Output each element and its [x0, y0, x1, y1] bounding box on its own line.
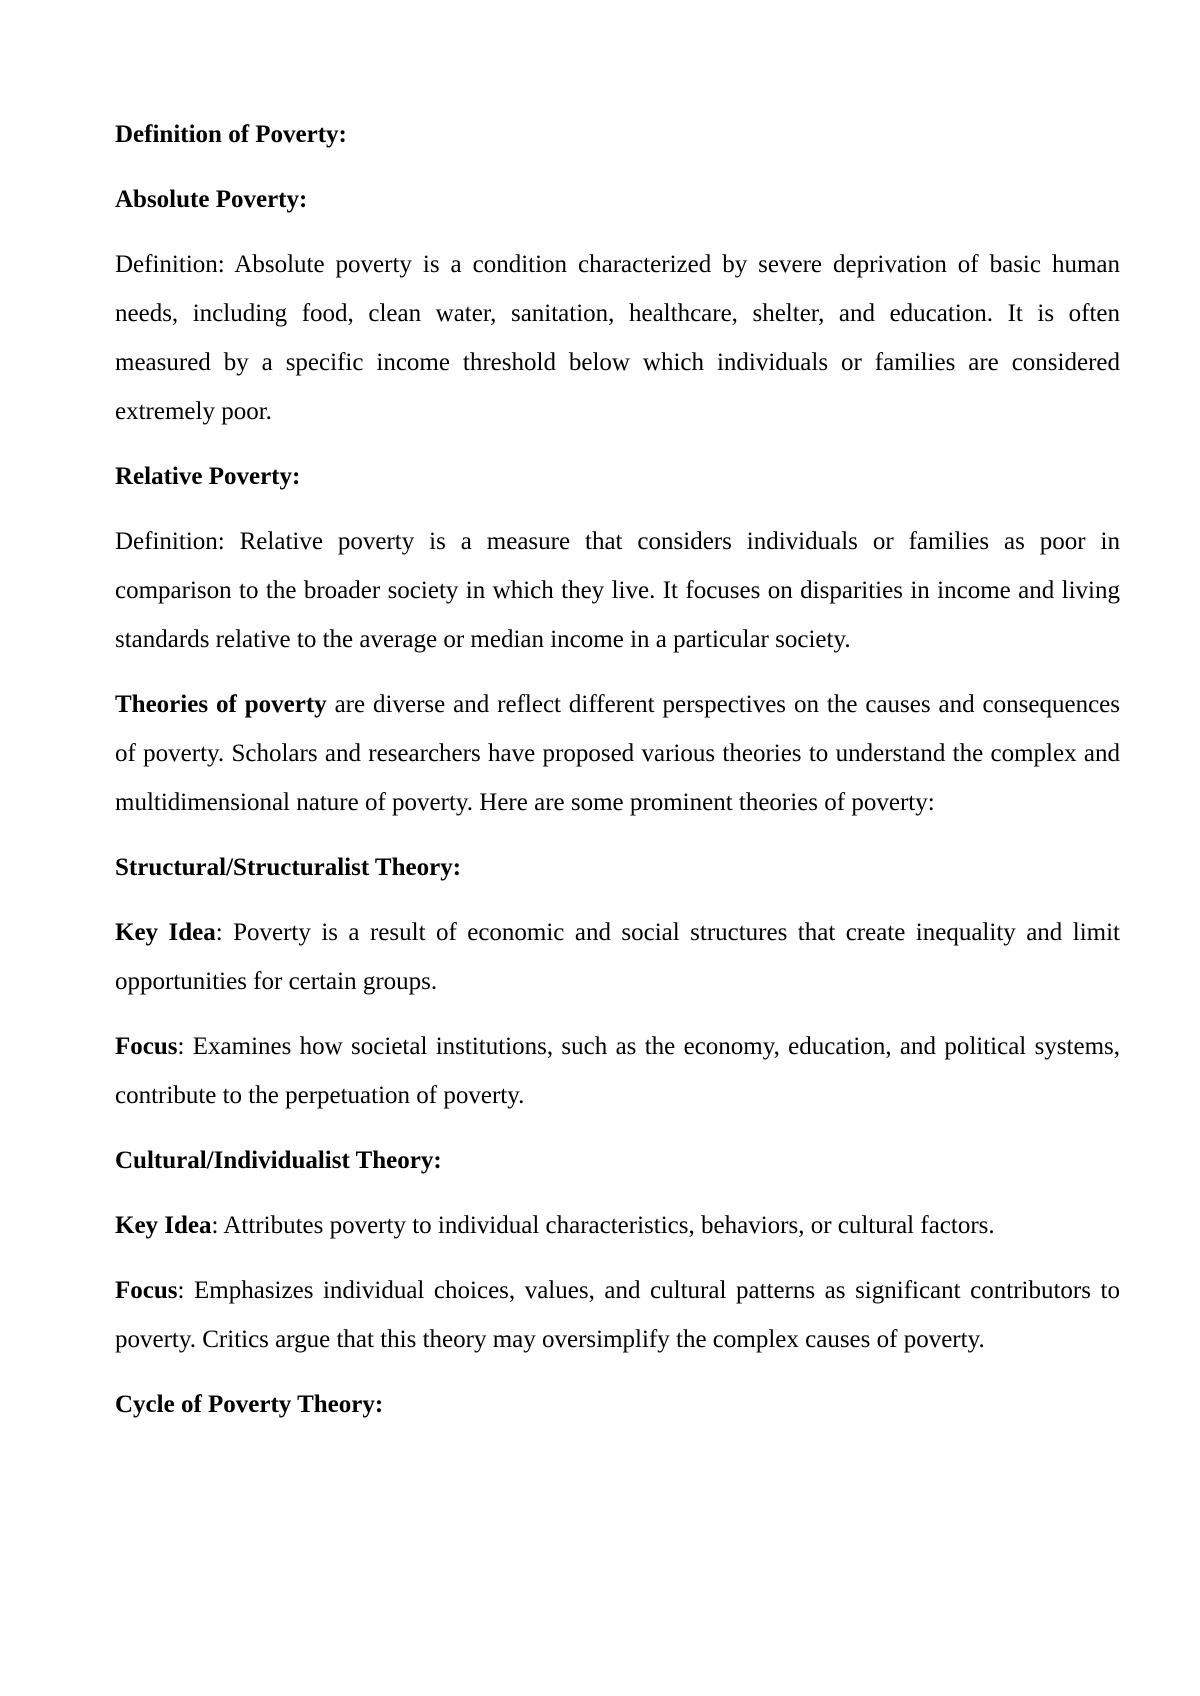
cultural-focus-label: Focus: [115, 1277, 178, 1304]
structural-key-label: Key Idea: [115, 919, 216, 946]
structural-focus-text: : Examines how societal institutions, such as the economy, education, and political systems, contribute to the perpetuation of poverty.: [115, 1033, 1120, 1109]
structural-focus: [115, 1022, 1120, 1120]
theories-intro-paragraph: [115, 680, 1120, 827]
structural-focus-label: Focus: [115, 1033, 178, 1060]
cultural-key-text: : Attributes poverty to individual characteristics, behaviors, or cultural factors.: [211, 1212, 995, 1239]
theories-intro-text: are diverse and reflect different perspectives on the causes and consequences of poverty. Scholars and researchers have proposed various theories to understand the complex and multidimensional nature of poverty. Here are some prominent theories of poverty:: [115, 691, 1120, 816]
cultural-key-label: Key Idea: [115, 1212, 212, 1239]
structural-key-text: : Poverty is a result of economic and social structures that create inequality and limit opportunities for certain groups.: [115, 919, 1120, 995]
cultural-focus-text: : Emphasizes individual choices, values, and cultural patterns as significant contributors to poverty. Critics argue that this theory may oversimplify the complex causes of poverty.: [115, 1277, 1120, 1353]
absolute-poverty-heading: Absolute Poverty:: [115, 186, 308, 213]
document-page: [115, 110, 1120, 1445]
relative-poverty-heading: Relative Poverty:: [115, 463, 301, 490]
relative-poverty-definition: Definition: Relative poverty is a measure that considers individuals or families as poor in comparison to the broader society in which they live. It focuses on disparities in income and living standards relative to the average or median income in a particular society.: [115, 528, 1120, 653]
theories-intro-bold: Theories of poverty: [115, 691, 327, 718]
cultural-theory-heading: Cultural/Individualist Theory:: [115, 1147, 442, 1174]
structural-key-idea: [115, 908, 1120, 1006]
absolute-poverty-definition: Definition: Absolute poverty is a condition characterized by severe deprivation of basic human needs, including food, clean water, sanitation, healthcare, shelter, and education. It is often measured by a specific income threshold below which individuals or families are considered extremely poor.: [115, 251, 1120, 425]
document-title: Definition of Poverty:: [115, 121, 347, 148]
structural-theory-heading: Structural/Structuralist Theory:: [115, 854, 462, 881]
cycle-theory-heading: Cycle of Poverty Theory:: [115, 1391, 384, 1418]
cultural-key-idea: [115, 1201, 1120, 1250]
cultural-focus: [115, 1266, 1120, 1364]
